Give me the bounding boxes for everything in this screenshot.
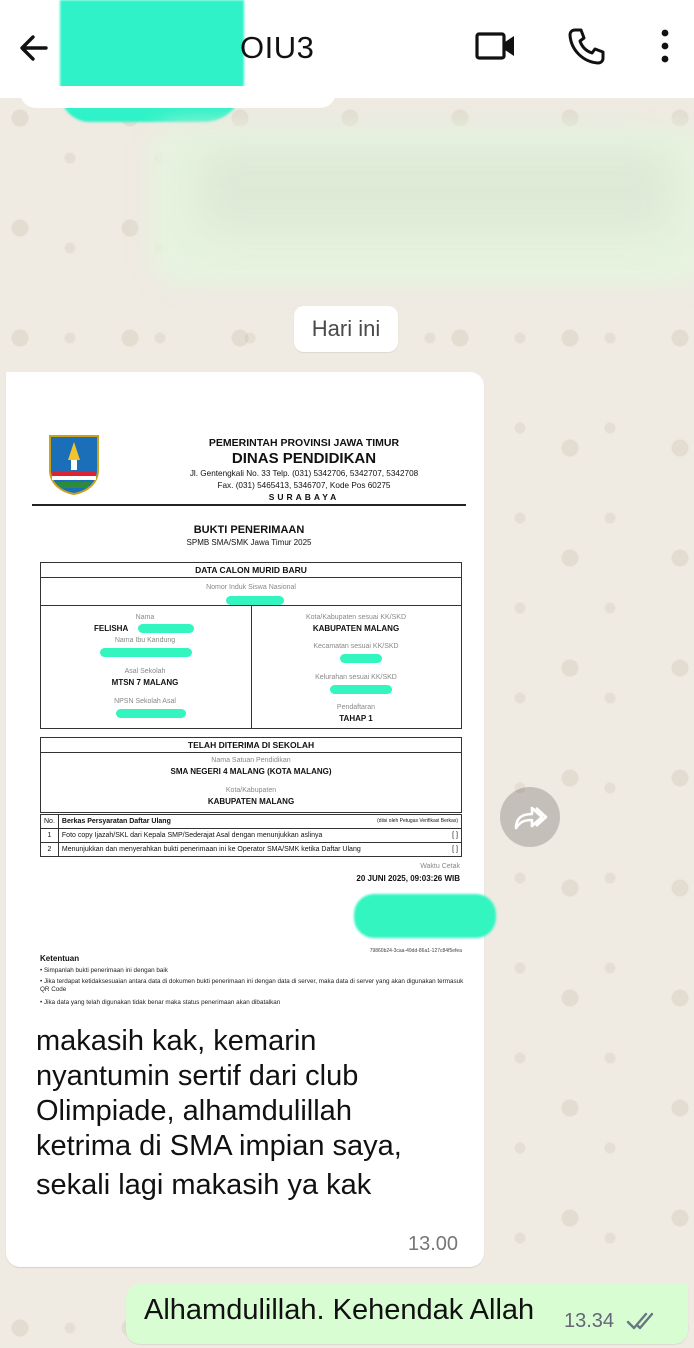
back-arrow-icon[interactable] (14, 28, 54, 68)
address-line-2: Fax. (031) 5465413, 5346707, Kode Pos 60275 (217, 481, 391, 490)
npsn-label: NPSN Sekolah Asal (114, 698, 176, 705)
address-line-1: Jl. Gentengkali No. 33 Telp. (031) 5342706, 5342707, 5342708 (189, 469, 419, 478)
kab-value: KABUPATEN MALANG (207, 797, 295, 806)
col-berkas (58, 815, 461, 829)
table-header-row (41, 815, 462, 829)
incoming-timestamp: 13.00 (408, 1233, 459, 1255)
chat-header (0, 0, 694, 98)
gov-line: PEMERINTAH PROVINSI JAWA TIMUR (208, 437, 400, 449)
nama-redaction (138, 624, 194, 633)
kota-value: KABUPATEN MALANG (312, 624, 400, 633)
kelurahan-redaction (330, 685, 392, 694)
message-line: sekali lagi makasih ya kak (36, 1169, 372, 1201)
ketentuan-title: Ketentuan (40, 954, 80, 963)
message-line: nyantumin sertif dari club (36, 1060, 359, 1092)
message-line: makasih kak, kemarin (36, 1025, 317, 1057)
nisn-label: Nomor Induk Siswa Nasional (206, 584, 296, 591)
nisn-redaction (226, 596, 284, 605)
npsn-redaction (116, 709, 186, 718)
date-separator: Hari ini (294, 306, 398, 352)
asal-label: Asal Sekolah (124, 668, 166, 675)
row-text-label: Foto copy Ijazah/SKL dari Kepala SMP/Sederajat Asal dengan menunjukkan aslinya (61, 832, 323, 839)
kelurahan-label: Kelurahan sesuai KK/SKD (315, 674, 397, 681)
message-line: Olimpiade, alhamdulillah (36, 1095, 352, 1127)
pendaftaran-value: TAHAP 1 (339, 714, 373, 723)
outgoing-timestamp: 13.34 (564, 1310, 615, 1332)
qr-code-redaction (354, 894, 496, 938)
kecamatan-redaction (340, 654, 382, 663)
ketentuan-item: • Jika terdapat ketidaksesuaian antara data di dokumen bukti penerimaan ini dengan data di server, maka data di server yang akan digunakan termasuk QR Code (40, 978, 464, 993)
satuan-label: Nama Satuan Pendidikan (211, 757, 291, 764)
print-time-label: Waktu Cetak (420, 863, 460, 870)
row-text (58, 829, 461, 843)
video-call-icon[interactable] (474, 26, 518, 66)
agency-name: DINAS PENDIDIKAN (231, 450, 377, 467)
forward-button[interactable] (500, 787, 560, 847)
more-options-icon[interactable] (650, 26, 680, 66)
table-row (41, 829, 462, 843)
chat-title[interactable]: OIU3 (240, 30, 315, 65)
row-text (58, 843, 461, 857)
forward-icon (512, 802, 548, 832)
row-check: [ ] (452, 832, 458, 839)
message-line: ketrima di SMA impian saya, (36, 1130, 402, 1162)
blurred-message-content (200, 150, 670, 230)
school-name: SMA NEGERI 4 MALANG (KOTA MALANG) (170, 767, 332, 776)
requirements-table (40, 814, 462, 857)
east-java-emblem-icon (46, 432, 102, 496)
print-time-value: 20 JUNI 2025, 09:03:26 WIB (356, 874, 460, 883)
document-header (144, 437, 464, 502)
city-name: SURABAYA (268, 492, 340, 502)
voice-call-icon[interactable] (566, 26, 606, 66)
col-berkas-label: Berkas Persyaratan Daftar Ulang (61, 818, 171, 825)
kecamatan-label: Kecamatan sesuai KK/SKD (313, 643, 399, 650)
document-title: BUKTI PENERIMAAN (193, 524, 305, 536)
row-text-label: Menunjukkan dan menyerahkan bukti penerimaan ini ke Operator SMA/SMK ketika Daftar Ulang (61, 846, 361, 853)
col-no: No. (41, 815, 59, 829)
document-subtitle: SPMB SMA/SMK Jawa Timur 2025 (186, 538, 312, 547)
table-row (41, 843, 462, 857)
qr-id: 79860b24-3caa-49dd-86a1-127c84f5efea (369, 948, 462, 954)
nama-value: FELISHA (94, 624, 129, 633)
asal-value: MTSN 7 MALANG (111, 678, 179, 687)
ketentuan-item: • Simpanlah bukti penerimaan ini dengan baik (40, 967, 168, 974)
ibu-label: Nama Ibu Kandung (114, 637, 176, 644)
incoming-message-text (36, 1024, 466, 1203)
pendaftaran-label: Pendaftaran (336, 704, 376, 711)
col-note: (diisi oleh Petugas Verifikasi Berkas) (377, 818, 458, 824)
ibu-redaction (100, 648, 192, 657)
kab-label: Kota/Kabupaten (225, 787, 277, 794)
row-check: [ ] (452, 846, 458, 853)
section1-title: DATA CALON MURID BARU (41, 563, 461, 578)
previous-message-bubble (20, 86, 336, 108)
outgoing-message-text: Alhamdulillah. Kehendak Allah (144, 1294, 535, 1326)
document-image[interactable] (24, 412, 470, 1012)
row-no: 1 (41, 829, 59, 843)
kota-label: Kota/Kabupaten sesuai KK/SKD (305, 614, 406, 621)
ketentuan-item: • Jika data yang telah digunakan tidak benar maka status penerimaan akan dibatalkan (40, 999, 281, 1006)
read-receipt-icon (626, 1310, 660, 1332)
section2-title: TELAH DITERIMA DI SEKOLAH (41, 738, 461, 753)
nama-label: Nama (135, 614, 155, 621)
header-rule (32, 504, 466, 506)
row-no: 2 (41, 843, 59, 857)
